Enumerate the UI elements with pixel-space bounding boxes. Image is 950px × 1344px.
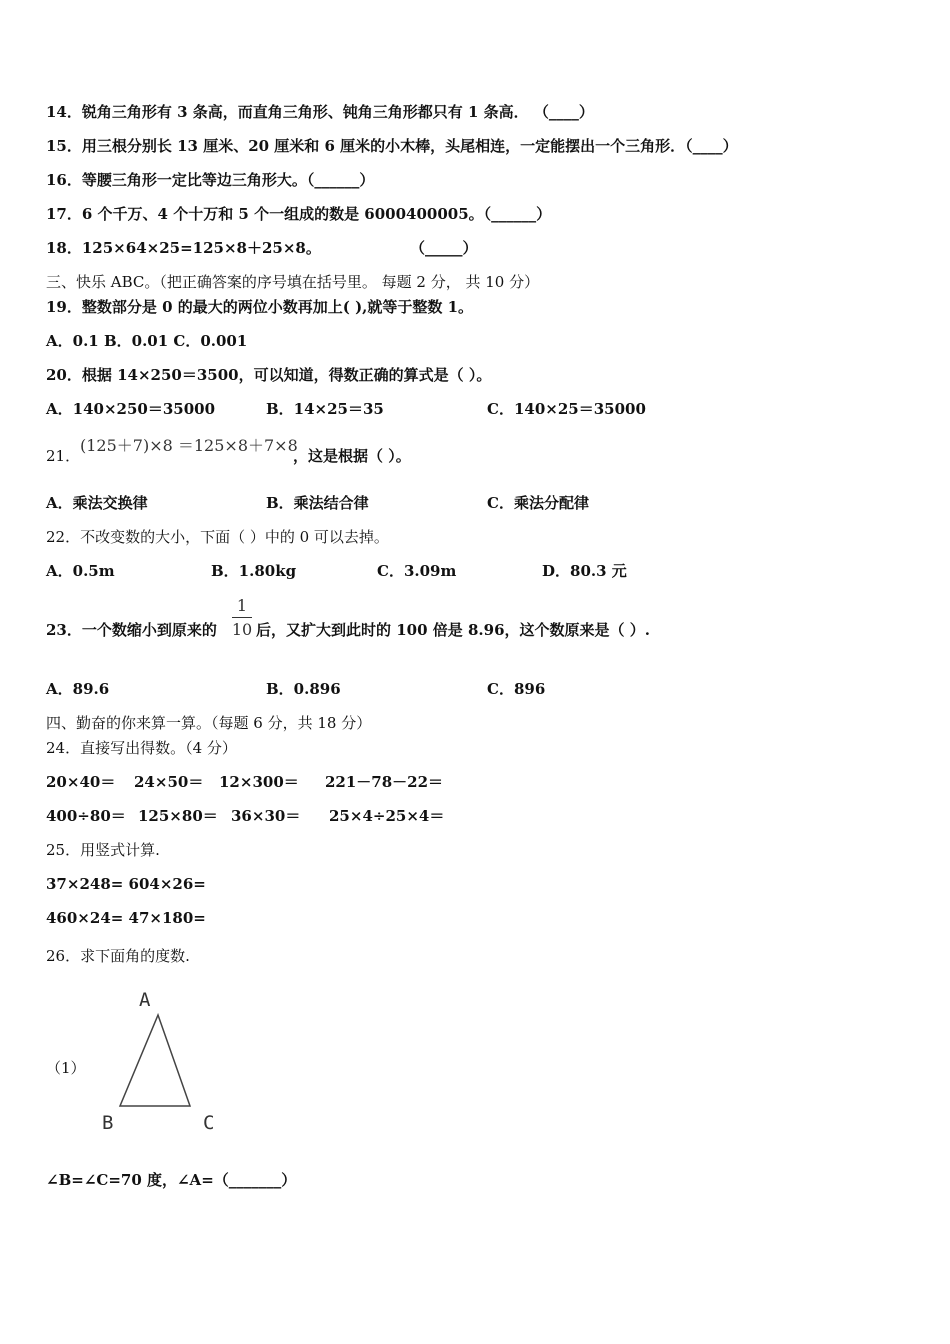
question-19: 19．整数部分是 0 的最大的两位小数再加上( ),就等于整数 1。 <box>46 298 474 316</box>
question-26: 26．求下面角的度数. <box>46 947 190 965</box>
question-21-option-a: A．乘法交换律 <box>46 494 148 512</box>
question-22-option-a: A．0.5m <box>46 562 115 580</box>
question-22-option-d: D．80.3 元 <box>542 562 627 580</box>
question-23-end: 后，又扩大到此时的 100 倍是 8.96，这个数原来是（ ）. <box>256 621 650 639</box>
vertex-label-a: A <box>139 989 151 1011</box>
question-20: 20．根据 14×250＝3500，可以知道，得数正确的算式是（ ）。 <box>46 366 492 384</box>
question-24: 24．直接写出得数。（4 分） <box>46 739 237 757</box>
vertical-calc-row-2: 460×24= 47×180= <box>46 909 206 927</box>
sub-question-label: （1） <box>46 1059 86 1077</box>
question-21-option-b: B．乘法结合律 <box>266 494 369 512</box>
calc-item: 125×80＝ <box>138 807 218 825</box>
question-15: 15．用三根分别长 13 厘米、20 厘米和 6 厘米的小木棒，头尾相连，一定能摆出一个三角形．（____） <box>46 137 738 155</box>
question-21-text: ，这是根据（ ）。 <box>293 447 411 465</box>
calc-item: 24×50＝ <box>134 773 204 791</box>
section-4-heading: 四、勤奋的你来算一算。（每题 6 分，共 18 分） <box>46 714 372 732</box>
question-23-option-b: B．0.896 <box>266 680 341 698</box>
section-3-heading: 三、快乐 ABC。（把正确答案的序号填在括号里。 每题 2 分， 共 10 分） <box>46 273 540 291</box>
question-16: 16．等腰三角形一定比等边三角形大。（______） <box>46 171 375 189</box>
question-23-fraction <box>230 596 254 639</box>
question-14: 14．锐角三角形有 3 条高，而直角三角形、钝角三角形都只有 1 条高． （____） <box>46 103 594 121</box>
question-23-start: 23．一个数缩小到原来的 <box>46 621 217 639</box>
question-20-option-c: C．140×25＝35000 <box>487 400 646 418</box>
triangle-abc <box>120 1015 190 1106</box>
question-20-option-a: A．140×250＝35000 <box>46 400 216 418</box>
vertical-calc-row-1: 37×248= 604×26= <box>46 875 206 893</box>
fraction-bar <box>232 617 252 618</box>
question-23-option-a: A．89.6 <box>46 680 110 698</box>
calc-item: 25×4÷25×4＝ <box>329 807 445 825</box>
calc-item: 400÷80＝ <box>46 807 126 825</box>
question-22-option-b: B．1.80kg <box>211 562 297 580</box>
vertex-label-b: B <box>102 1112 114 1134</box>
triangle-figure <box>95 985 235 1135</box>
question-20-option-b: B．14×25＝35 <box>266 400 384 418</box>
question-18: 18．125×64×25=125×8＋25×8。 <box>46 239 321 257</box>
question-22-option-c: C．3.09m <box>377 562 457 580</box>
question-23-option-c: C．896 <box>487 680 546 698</box>
question-21-number: 21． <box>46 447 81 465</box>
question-21-option-c: C．乘法分配律 <box>487 494 589 512</box>
fraction-denominator: 10 <box>231 620 253 639</box>
question-22: 22．不改变数的大小，下面（ ）中的 0 可以去掉。 <box>46 528 389 546</box>
fraction-numerator: 1 <box>236 596 248 615</box>
calc-item: 12×300＝ <box>219 773 299 791</box>
calc-item: 221－78－22＝ <box>325 773 444 791</box>
vertex-label-c: C <box>203 1112 215 1134</box>
question-18-blank: （_____） <box>410 239 478 257</box>
calc-item: 36×30＝ <box>231 807 301 825</box>
question-25: 25．用竖式计算. <box>46 841 160 859</box>
question-21-formula: (125＋7)×8 ＝125×8＋7×8 <box>80 436 298 455</box>
question-19-options: A．0.1 B．0.01 C．0.001 <box>46 332 248 350</box>
question-26-answer: ∠B=∠C=70 度，∠A=（_______） <box>46 1171 297 1189</box>
calc-item: 20×40＝ <box>46 773 116 791</box>
question-17: 17．6 个千万、4 个十万和 5 个一组成的数是 6000400005。（______） <box>46 205 552 223</box>
